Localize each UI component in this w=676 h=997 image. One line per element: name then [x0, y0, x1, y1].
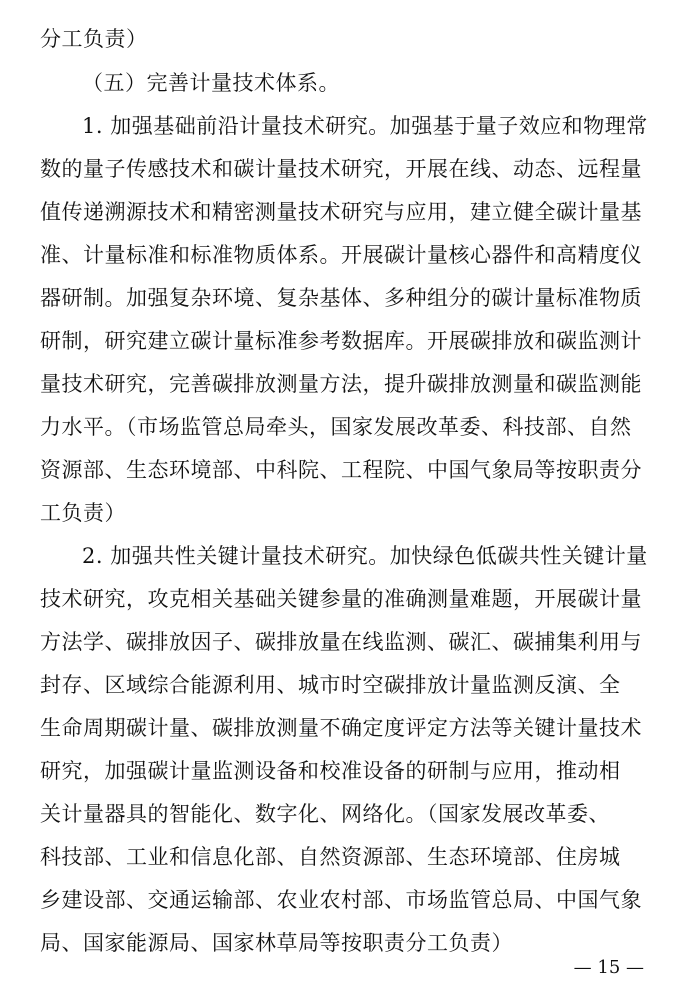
- paragraph-1-line-2: 数的量子传感技术和碳计量技术研究，开展在线、动态、远程量: [40, 157, 642, 181]
- paragraph-2-line-10: 局、国家能源局、国家林草局等按职责分工负责）: [40, 931, 513, 955]
- paragraph-1-line-9: 资源部、生态环境部、中科院、工程院、中国气象局等按职责分: [40, 458, 642, 482]
- paragraph-2-line-5: 生命周期碳计量、碳排放测量不确定度评定方法等关键计量技术: [40, 716, 642, 740]
- paragraph-2-line-9: 乡建设部、交通运输部、农业农村部、市场监管总局、中国气象: [40, 888, 642, 912]
- paragraph-1-line-10: 工负责）: [40, 501, 126, 525]
- paragraph-1-line-1: 1. 加强基础前沿计量技术研究。加强基于量子效应和物理常: [82, 114, 648, 138]
- paragraph-1-line-4: 准、计量标准和标准物质体系。开展碳计量核心器件和高精度仪: [40, 243, 642, 267]
- paragraph-1-line-5: 器研制。加强复杂环境、复杂基体、多种组分的碳计量标准物质: [40, 286, 642, 310]
- paragraph-1-line-6: 研制，研究建立碳计量标准参考数据库。开展碳排放和碳监测计: [40, 329, 642, 353]
- paragraph-1-line-3: 值传递溯源技术和精密测量技术研究与应用，建立健全碳计量基: [40, 200, 642, 224]
- page-number: — 15 —: [573, 957, 644, 978]
- section-heading: （五）完善计量技术体系。: [82, 71, 340, 95]
- paragraph-2-line-6: 研究，加强碳计量监测设备和校准设备的研制与应用，推动相: [40, 759, 621, 783]
- paragraph-2-line-3: 方法学、碳排放因子、碳排放量在线监测、碳汇、碳捕集利用与: [40, 630, 642, 654]
- paragraph-1-line-8: 力水平。（市场监管总局牵头，国家发展改革委、科技部、自然: [40, 415, 632, 439]
- paragraph-2-line-7: 关计量器具的智能化、数字化、网络化。（国家发展改革委、: [40, 802, 610, 826]
- text-line-continuation: 分工负责）: [40, 27, 148, 51]
- paragraph-1-line-7: 量技术研究，完善碳排放测量方法，提升碳排放测量和碳监测能: [40, 372, 642, 396]
- paragraph-2-line-2: 技术研究，攻克相关基础关键参量的准确测量难题，开展碳计量: [40, 587, 642, 611]
- paragraph-2-line-4: 封存、区域综合能源利用、城市时空碳排放计量监测反演、全: [40, 673, 621, 697]
- paragraph-2-line-8: 科技部、工业和信息化部、自然资源部、生态环境部、住房城: [40, 845, 621, 869]
- paragraph-2-line-1: 2. 加强共性关键计量技术研究。加快绿色低碳共性关键计量: [82, 544, 648, 568]
